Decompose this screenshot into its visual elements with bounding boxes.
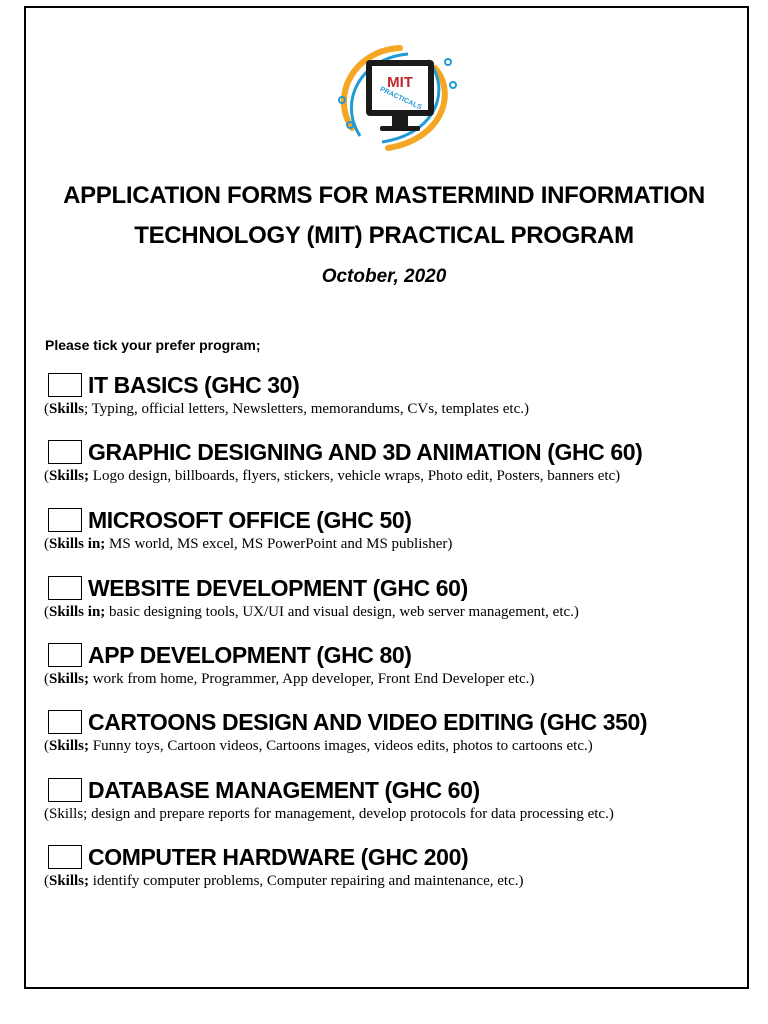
program-item [42, 573, 742, 621]
program-name: GRAPHIC DESIGNING AND 3D ANIMATION (GHC 60) [88, 438, 643, 465]
program-checkbox[interactable] [48, 373, 82, 397]
program-item [42, 370, 742, 418]
title-line-2: TECHNOLOGY (MIT) PRACTICAL PROGRAM [134, 222, 634, 249]
program-name: MICROSOFT OFFICE (GHC 50) [88, 506, 412, 533]
program-skills: (Skills in; MS world, MS excel, MS PowerPoint and MS publisher) [44, 536, 453, 552]
program-checkbox[interactable] [48, 440, 82, 464]
program-skills: (Skills; Logo design, billboards, flyers, stickers, vehicle wraps, Photo edit, Posters, banners etc) [44, 468, 621, 484]
program-item [42, 437, 742, 485]
program-skills: (Skills; Typing, official letters, Newsletters, memorandums, CVs, templates etc.) [44, 401, 529, 417]
program-name: WEBSITE DEVELOPMENT (GHC 60) [88, 574, 468, 601]
program-skills: (Skills; design and prepare reports for management, develop protocols for data processing etc.) [44, 806, 614, 822]
program-checkbox[interactable] [48, 643, 82, 667]
program-checkbox[interactable] [48, 845, 82, 869]
form-date: October, 2020 [321, 266, 447, 287]
title-line-1: APPLICATION FORMS FOR MASTERMIND INFORMATION [63, 182, 705, 209]
program-name: DATABASE MANAGEMENT (GHC 60) [88, 776, 480, 803]
page-title [30, 176, 738, 256]
program-skills: (Skills; Funny toys, Cartoon videos, Cartoons images, videos edits, photos to cartoons etc.) [44, 738, 593, 754]
program-name: APP DEVELOPMENT (GHC 80) [88, 641, 412, 668]
program-skills: (Skills in; basic designing tools, UX/UI and visual design, web server management, etc.) [44, 604, 579, 620]
program-checkbox[interactable] [48, 778, 82, 802]
logo-word: MIT [387, 74, 413, 91]
program-item [42, 640, 742, 688]
logo-subword: PRACTICALS [378, 85, 423, 112]
program-item [42, 775, 742, 823]
program-item [42, 707, 742, 755]
program-checkbox[interactable] [48, 576, 82, 600]
program-item [42, 842, 742, 890]
program-name: CARTOONS DESIGN AND VIDEO EDITING (GHC 350) [88, 708, 648, 735]
program-skills: (Skills; work from home, Programmer, App developer, Front End Developer etc.) [44, 671, 535, 687]
mit-practicals-logo [330, 40, 460, 155]
program-checkbox[interactable] [48, 710, 82, 734]
instruction-text: Please tick your prefer program; [45, 337, 261, 353]
program-name: IT BASICS (GHC 30) [88, 371, 300, 398]
program-checkbox[interactable] [48, 508, 82, 532]
program-skills: (Skills; identify computer problems, Computer repairing and maintenance, etc.) [44, 873, 524, 889]
program-name: COMPUTER HARDWARE (GHC 200) [88, 843, 469, 870]
program-item [42, 505, 742, 553]
